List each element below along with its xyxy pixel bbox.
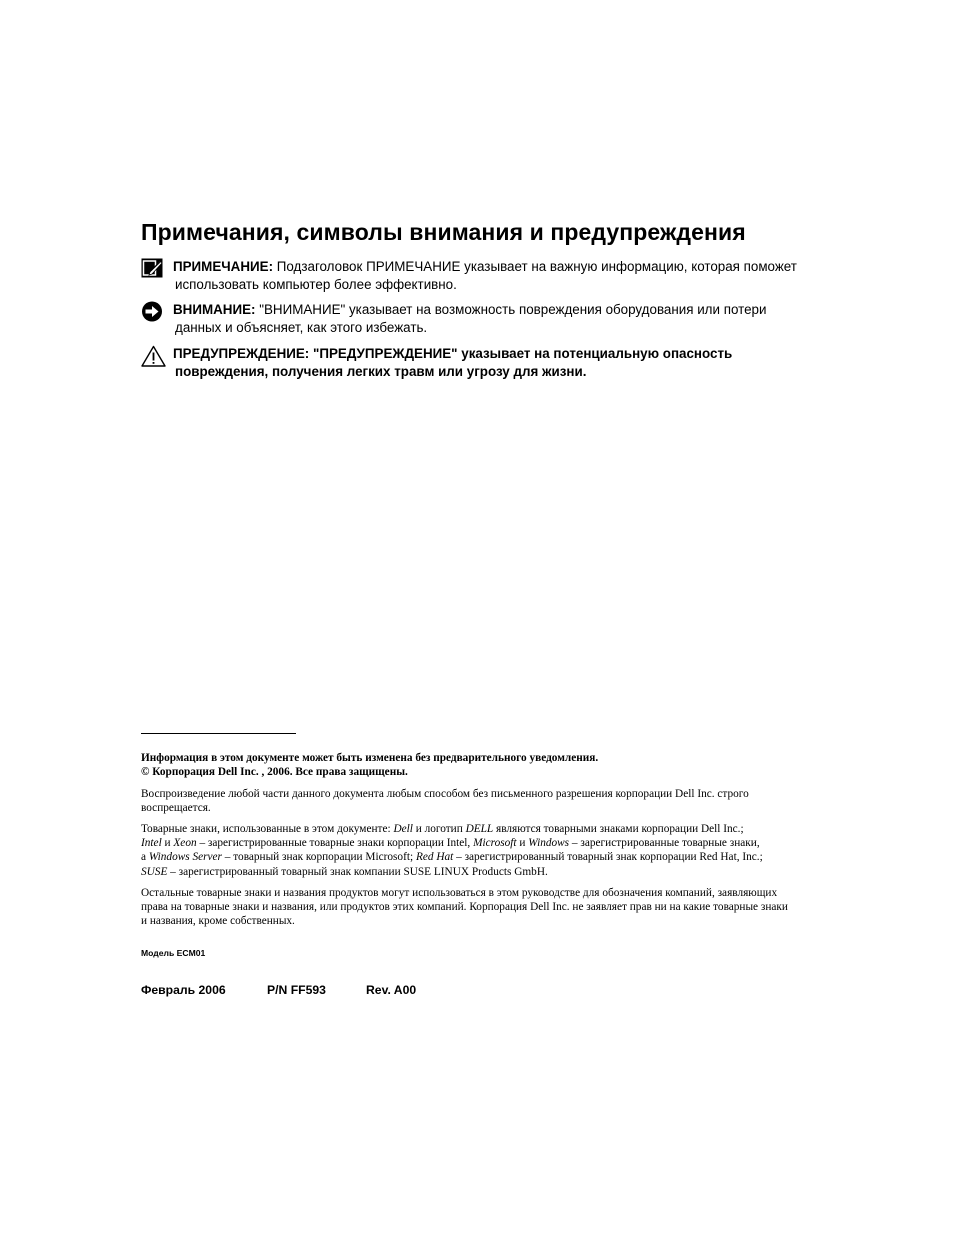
other-trademarks-notice [141, 886, 846, 929]
trademarks-line2: Intel и Xeon – зарегистрированные товарные знаки корпорации Intel, Microsoft и Windows – зарегистрированные товарные знаки, [141, 837, 760, 850]
reproduction-line2: воспрещается. [141, 802, 211, 815]
trademarks-line4: SUSE – зарегистрированный товарный знак компании SUSE LINUX Products GmbH. [141, 865, 548, 878]
reproduction-notice [141, 787, 846, 815]
caution-arrow-icon [141, 301, 165, 323]
note-label: ПРИМЕЧАНИЕ: [173, 259, 274, 274]
warning-notice [141, 345, 846, 381]
note-text-line2: использовать компьютер более эффективно. [175, 277, 457, 292]
warning-label: ПРЕДУПРЕЖДЕНИЕ: [173, 346, 310, 361]
footnote-divider [141, 733, 296, 734]
info-line1: Информация в этом документе может быть изменена без предварительного уведомления. [141, 752, 599, 764]
reproduction-line1: Воспроизведение любой части данного документа любым способом без письменного разрешения корпорации Dell Inc. строго [141, 788, 749, 800]
warning-text-line1: "ПРЕДУПРЕЖДЕНИЕ" указывает на потенциальную опасность [313, 346, 733, 361]
note-text-line1: Подзаголовок ПРИМЕЧАНИЕ указывает на важную информацию, которая поможет [276, 259, 797, 274]
caution-text-line1: "ВНИМАНИЕ" указывает на возможность повреждения оборудования или потери [259, 302, 767, 317]
note-pencil-icon [141, 258, 165, 280]
copyright-line: © Корпорация Dell Inc. , 2006. Все права защищены. [141, 766, 408, 779]
warning-text-line2: повреждения, получения легких травм или угрозу для жизни. [175, 364, 587, 379]
note-notice [141, 258, 846, 294]
trademarks-notice [141, 822, 846, 879]
caution-label: ВНИМАНИЕ: [173, 302, 256, 317]
warning-triangle-icon [141, 345, 165, 367]
other-line3: и названия, кроме собственных. [141, 915, 295, 928]
publication-date: Февраль 2006 [141, 983, 226, 997]
caution-notice [141, 301, 846, 337]
model-number: Модель ECM01 [141, 948, 206, 958]
info-block [141, 751, 846, 779]
other-line2: права на товарные знаки и названия, или продуктов этих компаний. Корпорация Dell Inc. не заявляет прав ни на какие товарные знаки [141, 901, 788, 914]
other-line1: Остальные товарные знаки и названия продуктов могут использоваться в этом руководстве для обозначения компаний, заявляющих [141, 887, 778, 899]
trademarks-line3: а Windows Server – товарный знак корпорации Microsoft; Red Hat – зарегистрированный товарный знак корпорации Red Hat, Inc.; [141, 851, 763, 864]
part-number: P/N FF593 [267, 983, 326, 997]
revision: Rev. A00 [366, 983, 417, 997]
caution-text-line2: данных и объясняет, как этого избежать. [175, 320, 428, 335]
page-title: Примечания, символы внимания и предупреждения [141, 219, 746, 245]
trademarks-line1: Товарные знаки, использованные в этом документе: Dell и логотип DELL являются товарными знаками корпорации Dell Inc.; [141, 823, 744, 835]
